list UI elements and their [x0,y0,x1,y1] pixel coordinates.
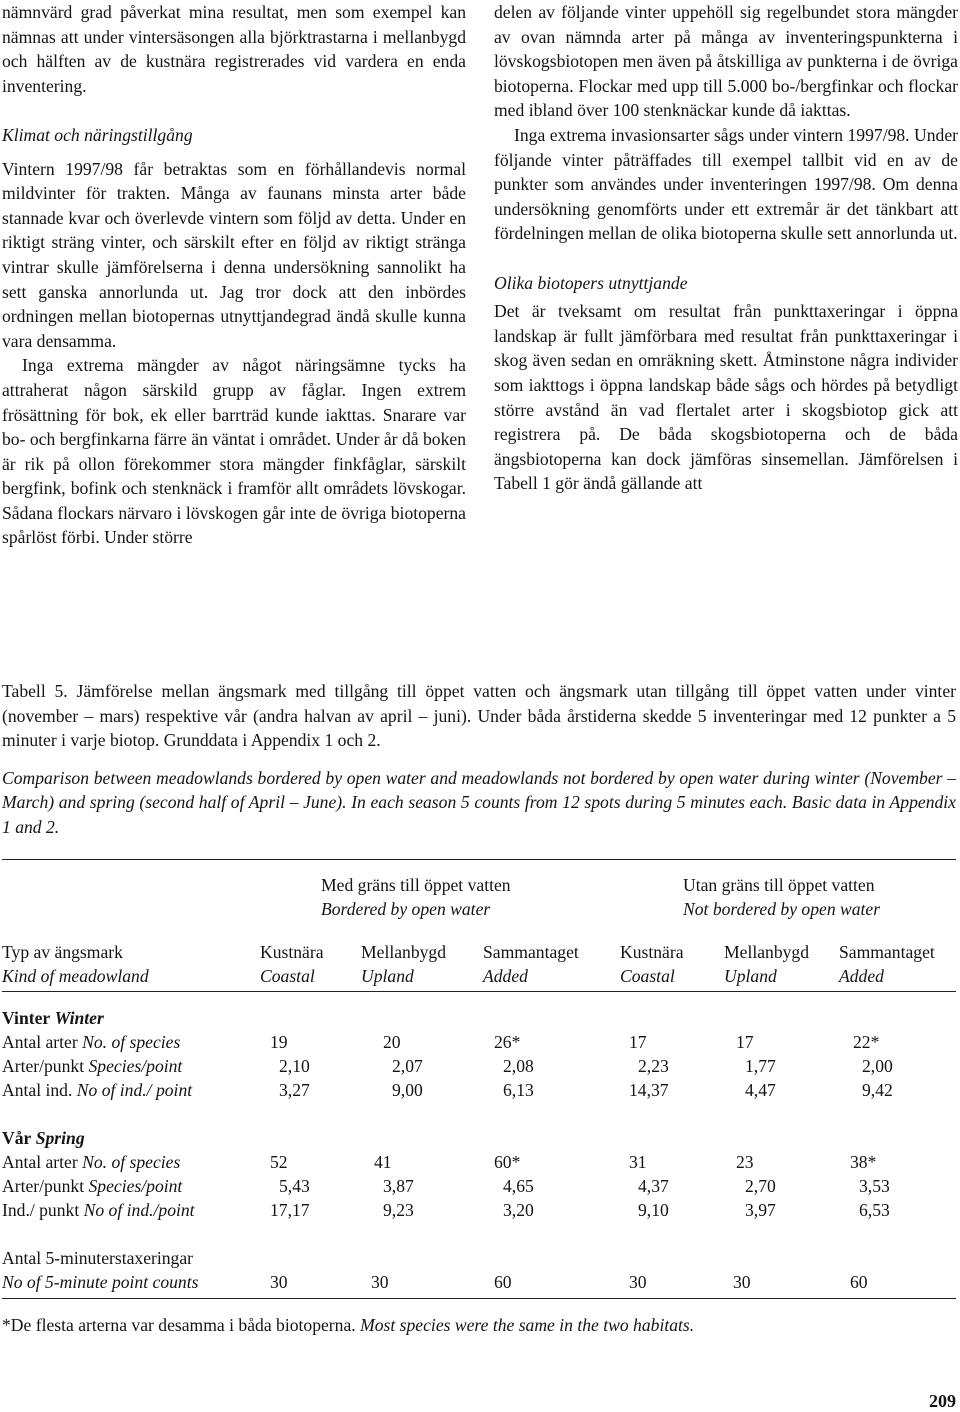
table-cell: 2,07 [392,1056,423,1076]
table-cell: 9,42 [862,1080,893,1100]
group-header-bordered-en: Bordered by open water [321,899,491,919]
column-header: Sammantaget [839,942,935,962]
paragraph: Vintern 1997/98 får betraktas som en förhållandevis normal mildvinter för trakten. Många av faunans minsta arter både stannade kvar och överlevde vintern som följd av detta. Under en riktigt sträng vinter, och särskilt efter en följd av riktigt stränga vintrar skulle jämförelserna i denna undersökning sannolikt ha sett ganska annorlunda ut. Jag tror dock att den inbördes ordningen mellan biotopernas utnyttjandegrad ändå skulle kunna vara densamma. [2,158,466,351]
table-cell: 14,37 [629,1080,669,1100]
paragraph: Inga extrema invasionsarter sågs under vintern 1997/98. Under följande vinter påträffades till exempel tallbit vid en av de punkter som användes under inventeringen 1997/98. Om denna undersökning genomförts under ett extremår är det tänkbart att fördelningen mellan de olika biotoperna skulle sett annorlunda ut. [494,124,958,244]
left-column [2,0,466,550]
table-cell: 22* [853,1032,880,1052]
column-header-en: Upland [724,966,777,986]
table-cell: 9,00 [392,1080,423,1100]
table-cell: 1,77 [745,1056,776,1076]
paragraph: nämnvärd grad påverkat mina resultat, men som exempel kan nämnas att under vintersäsongen alla björktrastarna i mellanbygd och hälften av de kustnära registrerades vid vardera en enda inventering. [2,2,466,96]
table-cell: 30 [371,1272,389,1292]
table-footnote: *De flesta arterna var desamma i båda biotoperna. Most species were the same in the two habitats. [2,1315,695,1335]
table-cell: 2,08 [503,1056,534,1076]
table-row-label: Ind./ punkt No of ind./point [2,1200,195,1220]
column-header: Kustnära [260,942,324,962]
table-cell: 2,70 [745,1176,776,1196]
table-cell: 2,00 [862,1056,893,1076]
row-header: Typ av ängsmark [2,942,123,962]
column-header-en: Added [839,966,884,986]
table-row-label: Antal ind. No of ind./ point [2,1080,193,1100]
table-row-label: Antal arter No. of species [2,1032,181,1052]
column-header: Mellanbygd [361,942,447,962]
paragraph: Inga extrema mängder av något näringsämne tycks ha attraherat någon särskild grupp av fåglar. Ingen extrem frösättning för bok, ek eller barrträd kunde iakttas. Snarare var bo- och bergfinkarna färre än väntat i området. Under år då boken är rik på ollon förekommer stora mängder finkfåglar, särskilt bergfink, bofink och stenknäck i framför allt områdets lövskogar. Sådana flockars närvaro i lövskogen går inte de övriga biotoperna spårlöst förbi. Under större [2,355,466,548]
table-cell: 30 [733,1272,751,1292]
section-title-winter: Vinter Winter [2,1008,104,1028]
group-header-bordered: Med gräns till öppet vatten [321,875,511,895]
table-cell: 3,20 [503,1200,534,1220]
paragraph: delen av följande vinter uppehöll sig regelbundet stora mängder av ovan nämnda arter på många av inventeringspunkterna i lövskogsbiotopen men även på åtskilliga av punkterna i de övriga biotoperna. Flockar med upp till 5.000 bo-/bergfinkar och flockar med ibland över 100 stenknäckar kunde då iakttas. [494,2,958,121]
table-cell: 17,17 [270,1200,310,1220]
table-cell: 23 [736,1152,754,1172]
column-header-en: Coastal [260,966,315,986]
table-cell: 3,97 [745,1200,776,1220]
row-header-en: Kind of meadowland [2,966,149,986]
column-header-en: Upland [361,966,414,986]
table-cell: 17 [629,1032,647,1052]
counts-label: Antal 5-minuterstaxeringar [2,1248,194,1268]
table-top-rule [2,859,956,860]
table-cell: 60 [494,1272,512,1292]
table-header-rule [2,991,956,992]
table-cell: 3,53 [859,1176,890,1196]
table-row-label: Antal arter No. of species [2,1152,181,1172]
table-row-label: Arter/punkt Species/point [2,1176,183,1196]
table-cell: 4,37 [638,1176,669,1196]
column-header: Kustnära [620,942,684,962]
table-cell: 17 [736,1032,754,1052]
table-bottom-rule [2,1298,956,1299]
table-cell: 41 [374,1152,392,1172]
table-cell: 4,47 [745,1080,776,1100]
table-cell: 9,23 [383,1200,414,1220]
counts-label-en: No of 5-minute point counts [2,1272,199,1292]
table-cell: 52 [270,1152,288,1172]
column-header-en: Coastal [620,966,675,986]
table-cell: 60* [494,1152,521,1172]
column-header-en: Added [483,966,528,986]
caption-english: Comparison between meadowlands bordered by open water and meadowlands not bordered by open water during winter (November – March) and spring (second half of April – June). In each season 5 counts from 12 spots during 5 minutes each. Basic data in Appendix 1 and 2. [2,767,956,837]
table-cell: 5,43 [279,1176,310,1196]
table-cell: 2,23 [638,1056,669,1076]
right-column [494,0,958,496]
table-cell: 19 [270,1032,288,1052]
table-caption [2,679,956,839]
group-header-not-bordered-en: Not bordered by open water [683,899,881,919]
section-heading: Olika biotopers utnyttjande [494,272,688,293]
group-header-not-bordered: Utan gräns till öppet vatten [683,875,875,895]
table-cell: 38* [850,1152,877,1172]
table-cell: 4,65 [503,1176,534,1196]
table-cell: 30 [629,1272,647,1292]
column-header: Sammantaget [483,942,579,962]
table-cell: 9,10 [638,1200,669,1220]
page-number: 209 [929,1391,956,1411]
section-heading: Klimat och näringstillgång [2,124,193,145]
section-title-spring: Vår Spring [2,1128,85,1148]
table-cell: 26* [494,1032,521,1052]
table-cell: 31 [629,1152,647,1172]
table-cell: 6,53 [859,1200,890,1220]
column-header: Mellanbygd [724,942,810,962]
table-row-label: Arter/punkt Species/point [2,1056,183,1076]
table-cell: 30 [270,1272,288,1292]
table-cell: 3,27 [279,1080,310,1100]
table-cell: 2,10 [279,1056,310,1076]
table-cell: 3,87 [383,1176,414,1196]
caption-swedish: Tabell 5. Jämförelse mellan ängsmark med tillgång till öppet vatten och ängsmark utan tillgång till öppet vatten under vinter (november – mars) respektive vår (andra halvan av april – juni). Under båda årstiderna skedde 5 inventeringar med 12 punkter a 5 minuter i varje biotop. Grunddata i Appendix 1 och 2. [2,681,956,750]
table-cell: 6,13 [503,1080,534,1100]
table-cell: 60 [850,1272,868,1292]
paragraph: Det är tveksamt om resultat från punkttaxeringar i öppna landskap är fullt jämförbara med resultat från punkttaxeringar i skog även sedan en omräkning skett. Åtminstone några individer som iakttogs i öppna landskap både sågs och hördes på betydligt större avstånd än vad flertalet arter i skogsbiotop gick att registrera på. De båda skogsbiotoperna och de båda ängsbiotoperna kan dock jämföras sinsemellan. Jämförelsen i Tabell 1 gör ändå gällande att [494,301,958,494]
table-cell: 20 [383,1032,401,1052]
